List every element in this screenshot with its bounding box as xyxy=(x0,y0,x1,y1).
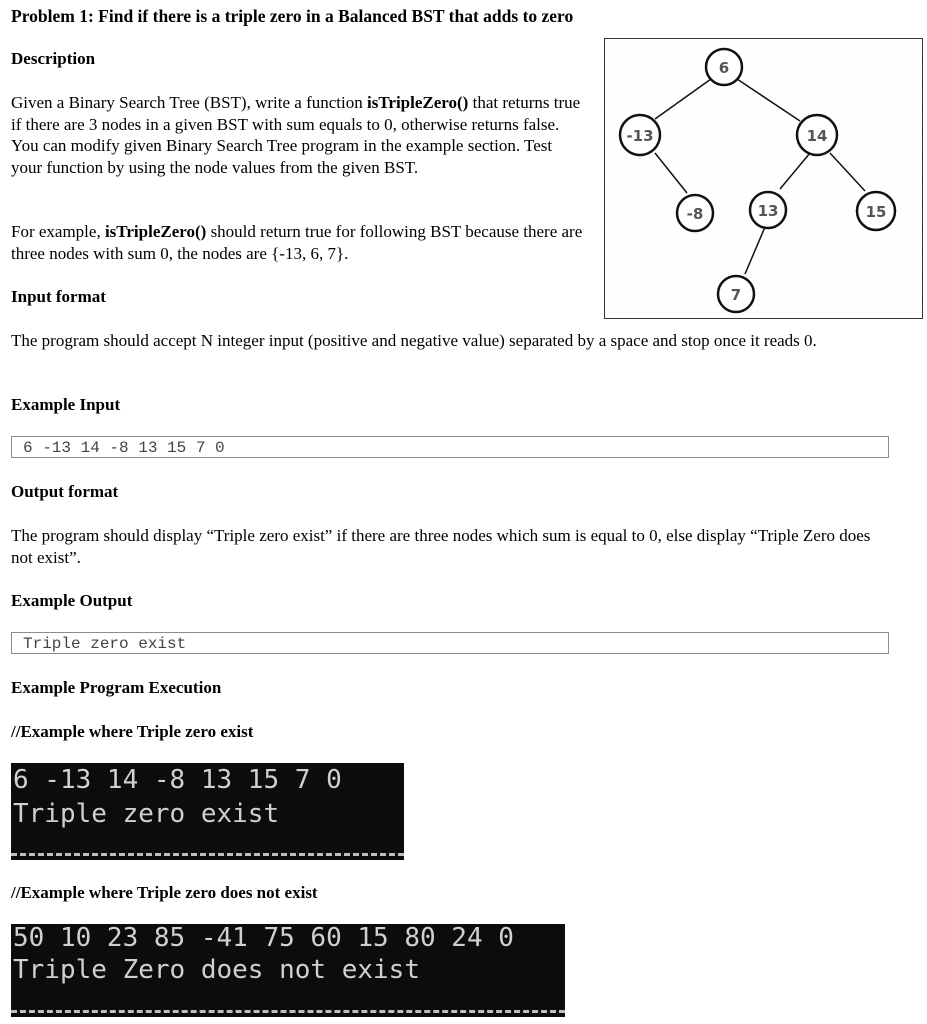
example-input-heading: Example Input xyxy=(11,395,121,414)
input-format-heading: Input format xyxy=(11,287,106,306)
description-paragraph-2 xyxy=(11,221,583,264)
p1-text-2: that returns true if there are 3 nodes in a given BST with sum equals to 0, otherwise returns false. You can modify given Binary Search Tree program in the example section. Test your function by using the node values from the given BST. xyxy=(11,93,581,177)
node-minus8-label: -8 xyxy=(686,205,704,223)
description-heading: Description xyxy=(11,49,96,68)
node-14-label: 14 xyxy=(806,127,828,145)
bst-tree-svg xyxy=(605,39,922,318)
input-format-text: The program should accept N integer input (positive and negative value) separated by a space and stop once it reads 0. xyxy=(11,331,817,350)
node-13-label: 13 xyxy=(757,202,779,220)
p2-text-2: should return true for following BST because there are three nodes with sum 0, the nodes are {-13, 6, 7}. xyxy=(11,222,583,263)
node-6-label: 6 xyxy=(718,59,730,77)
case2-output-line: Triple Zero does not exist xyxy=(13,955,420,985)
output-format-text: The program should display “Triple zero exist” if there are three nodes which sum is equal to 0, else display “Triple Zero does not exist”. xyxy=(11,526,871,567)
p1-text-1: Given a Binary Search Tree (BST), write a function xyxy=(11,93,367,112)
p1-function-name: isTripleZero() xyxy=(366,93,469,112)
case2-comment: //Example where Triple zero does not exist xyxy=(11,883,318,902)
example-output-box: Triple zero exist xyxy=(11,632,889,654)
node-minus13-label: -13 xyxy=(626,127,654,145)
case1-output-line: Triple zero exist xyxy=(13,799,280,829)
page-title: Problem 1: Find if there is a triple zero in a Balanced BST that adds to zero xyxy=(11,6,574,26)
case1-input-line: 6 -13 14 -8 13 15 7 0 xyxy=(13,765,342,795)
example-output-heading: Example Output xyxy=(11,591,133,610)
case2-input-line: 50 10 23 85 -41 75 60 15 80 24 0 xyxy=(13,924,514,953)
case1-comment: //Example where Triple zero exist xyxy=(11,722,254,741)
case1-terminal xyxy=(11,763,404,860)
description-paragraph-1 xyxy=(11,92,583,178)
node-7-label: 7 xyxy=(730,286,742,304)
output-format-heading: Output format xyxy=(11,482,119,501)
case2-terminal xyxy=(11,924,565,1017)
node-15-label: 15 xyxy=(865,203,887,221)
p2-function-name: isTripleZero() xyxy=(104,222,207,241)
case2-terminal-divider xyxy=(11,1010,565,1013)
execution-heading: Example Program Execution xyxy=(11,678,222,697)
case1-terminal-divider xyxy=(11,853,404,856)
p2-text-1: For example, xyxy=(11,222,105,241)
bst-diagram xyxy=(604,38,923,319)
example-input-box: 6 -13 14 -8 13 15 7 0 xyxy=(11,436,889,458)
